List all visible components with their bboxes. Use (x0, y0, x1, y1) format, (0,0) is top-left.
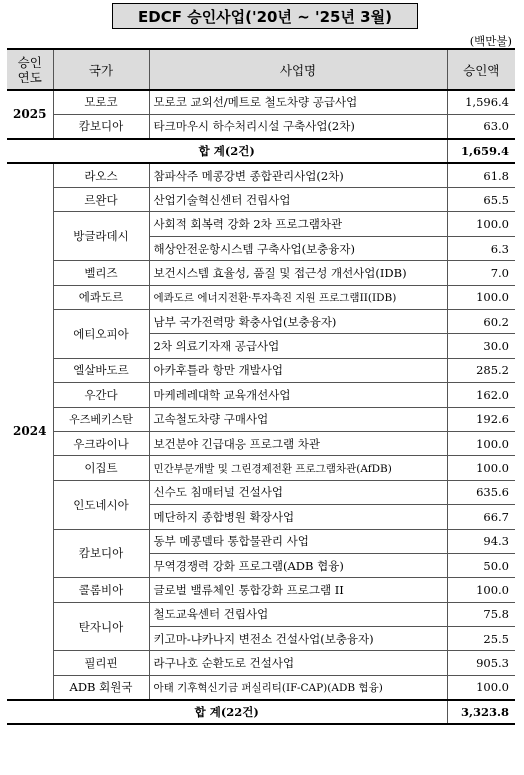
project-cell: 사회적 회복력 강화 2차 프로그램차관 (149, 212, 447, 236)
amount-cell: 100.0 (447, 212, 515, 236)
country-cell: 에티오피아 (53, 310, 149, 359)
total-row-2024 (7, 700, 515, 724)
total-amount: 3,323.8 (447, 700, 515, 724)
country-cell: 우간다 (53, 383, 149, 407)
project-cell: 보건시스템 효율성, 품질 및 접근성 개선사업(IDB) (149, 261, 447, 285)
project-cell: 민간부문개발 및 그린경제전환 프로그램차관(AfDB) (149, 456, 447, 480)
project-cell: 글로벌 밸류체인 통합강화 프로그램 II (149, 578, 447, 602)
amount-cell: 61.8 (447, 163, 515, 187)
table-row (7, 114, 515, 138)
table-row (7, 358, 515, 382)
project-cell: 2차 의료기자재 공급사업 (149, 334, 447, 358)
project-cell: 아카후틀라 항만 개발사업 (149, 358, 447, 382)
table-row (7, 90, 515, 114)
amount-cell: 1,596.4 (447, 90, 515, 114)
table-row (7, 529, 515, 553)
header-country: 국가 (53, 49, 149, 90)
table-row (7, 261, 515, 285)
country-cell: 르완다 (53, 188, 149, 212)
country-cell: 캄보디아 (53, 529, 149, 578)
total-amount: 1,659.4 (447, 139, 515, 163)
amount-cell: 50.0 (447, 553, 515, 577)
header-project: 사업명 (149, 49, 447, 90)
amount-cell: 25.5 (447, 627, 515, 651)
table-row (7, 163, 515, 187)
country-cell: 에콰도르 (53, 285, 149, 309)
project-cell: 신수도 침매터널 건설사업 (149, 480, 447, 504)
total-label: 합 계(22건) (7, 700, 447, 724)
project-cell: 라구나호 순환도로 건설사업 (149, 651, 447, 675)
project-cell: 마케레레대학 교육개선사업 (149, 383, 447, 407)
country-cell: 캄보디아 (53, 114, 149, 138)
table-row (7, 602, 515, 626)
amount-cell: 65.5 (447, 188, 515, 212)
year-cell-2024: 2024 (7, 163, 53, 700)
project-cell: 남부 국가전력망 확충사업(보충융자) (149, 310, 447, 334)
project-cell: 철도교육센터 건립사업 (149, 602, 447, 626)
amount-cell: 100.0 (447, 578, 515, 602)
unit-label: (백만불) (469, 34, 512, 48)
country-cell: 필리핀 (53, 651, 149, 675)
header-year: 승인 연도 (7, 49, 53, 90)
table-row (7, 480, 515, 504)
amount-cell: 100.0 (447, 431, 515, 455)
project-cell: 키고마-냐카나지 변전소 건설사업(보충융자) (149, 627, 447, 651)
amount-cell: 60.2 (447, 310, 515, 334)
project-cell: 에콰도르 에너지전환·투자촉진 지원 프로그램II(IDB) (149, 285, 447, 309)
header-amount: 승인액 (447, 49, 515, 90)
amount-cell: 6.3 (447, 236, 515, 260)
table-row (7, 431, 515, 455)
amount-cell: 905.3 (447, 651, 515, 675)
amount-cell: 192.6 (447, 407, 515, 431)
amount-cell: 285.2 (447, 358, 515, 382)
country-cell: 탄자니아 (53, 602, 149, 651)
table-row (7, 383, 515, 407)
table-row (7, 456, 515, 480)
project-cell: 고속철도차량 구매사업 (149, 407, 447, 431)
table-row (7, 188, 515, 212)
table-row (7, 407, 515, 431)
project-cell: 메단하지 종합병원 확장사업 (149, 505, 447, 529)
table-row (7, 578, 515, 602)
year-cell-2025: 2025 (7, 90, 53, 139)
project-cell: 해상안전운항시스템 구축사업(보충융자) (149, 236, 447, 260)
country-cell: ADB 회원국 (53, 675, 149, 699)
amount-cell: 100.0 (447, 675, 515, 699)
country-cell: 벨리즈 (53, 261, 149, 285)
country-cell: 이집트 (53, 456, 149, 480)
amount-cell: 75.8 (447, 602, 515, 626)
table-header-row (7, 49, 515, 90)
table-row (7, 651, 515, 675)
table-row (7, 212, 515, 236)
amount-cell: 66.7 (447, 505, 515, 529)
country-cell: 인도네시아 (53, 480, 149, 529)
amount-cell: 7.0 (447, 261, 515, 285)
project-cell: 타크마우시 하수처리시설 구축사업(2차) (149, 114, 447, 138)
project-cell: 보건분야 긴급대응 프로그램 차관 (149, 431, 447, 455)
project-cell: 모로코 교외선/메트로 철도차량 공급사업 (149, 90, 447, 114)
amount-cell: 30.0 (447, 334, 515, 358)
amount-cell: 100.0 (447, 285, 515, 309)
country-cell: 콜롬비아 (53, 578, 149, 602)
page-title: EDCF 승인사업('20년 ~ '25년 3월) (112, 3, 418, 29)
total-label: 합 계(2건) (7, 139, 447, 163)
table-row (7, 285, 515, 309)
project-cell: 아태 기후혁신기금 퍼실리티(IF-CAP)(ADB 협융) (149, 675, 447, 699)
project-cell: 산업기술혁신센터 건립사업 (149, 188, 447, 212)
amount-cell: 94.3 (447, 529, 515, 553)
country-cell: 우크라이나 (53, 431, 149, 455)
country-cell: 라오스 (53, 163, 149, 187)
country-cell: 방글라데시 (53, 212, 149, 261)
amount-cell: 100.0 (447, 456, 515, 480)
project-cell: 참파삭주 메콩강변 종합관리사업(2차) (149, 163, 447, 187)
amount-cell: 162.0 (447, 383, 515, 407)
project-cell: 무역경쟁력 강화 프로그램(ADB 협융) (149, 553, 447, 577)
country-cell: 우즈베키스탄 (53, 407, 149, 431)
table-row (7, 675, 515, 699)
amount-cell: 63.0 (447, 114, 515, 138)
amount-cell: 635.6 (447, 480, 515, 504)
country-cell: 엘살바도르 (53, 358, 149, 382)
table-row (7, 310, 515, 334)
total-row-2025 (7, 139, 515, 163)
approved-projects-table (7, 48, 515, 725)
project-cell: 동부 메콩델타 통합물관리 사업 (149, 529, 447, 553)
country-cell: 모로코 (53, 90, 149, 114)
